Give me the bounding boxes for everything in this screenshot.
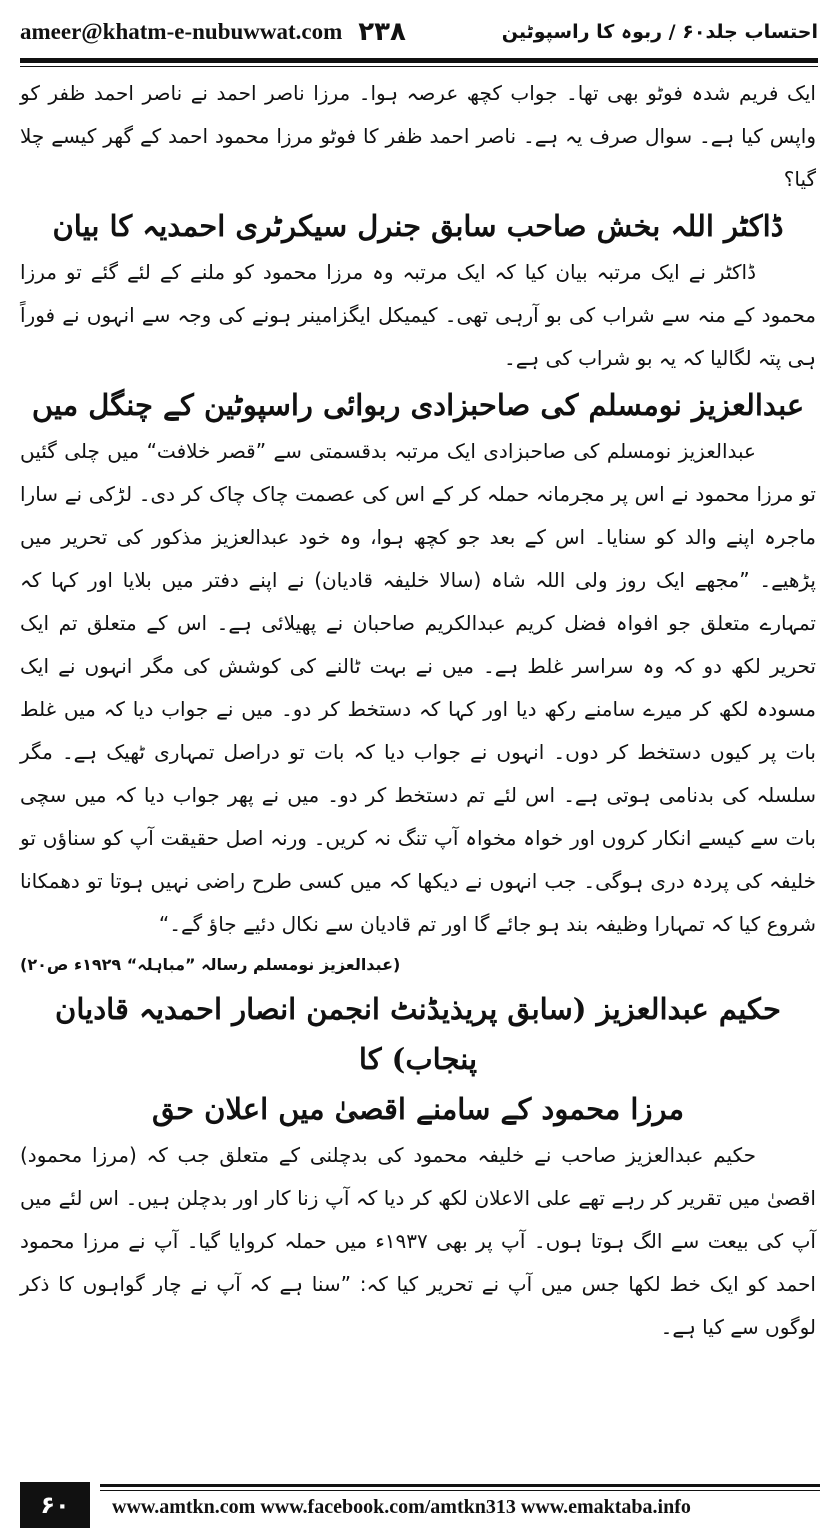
header-left bbox=[20, 17, 406, 47]
footer-rule-thin bbox=[100, 1490, 820, 1491]
citation: (عبدالعزیز نومسلم رسالہ ”مباہلہ“ ۱۹۲۹ء ص۲۰) bbox=[20, 955, 401, 974]
section-heading bbox=[20, 984, 816, 1134]
footer-rule bbox=[100, 1484, 820, 1487]
section-heading-line: حکیم عبدالعزیز (سابق پریذیڈنٹ انجمن انصار احمدیہ قادیان پنجاب) کا bbox=[55, 992, 781, 1076]
page-footer bbox=[20, 1478, 820, 1530]
page-body bbox=[20, 72, 816, 1472]
footer-links[interactable]: www.amtkn.com www.facebook.com/amtkn313 www.emaktaba.info bbox=[112, 1496, 691, 1518]
header-rule-thin bbox=[20, 66, 818, 67]
header-email[interactable]: ameer@khatm-e-nubuwwat.com bbox=[20, 19, 343, 44]
section-heading-line: مرزا محمود کے سامنے اقصیٰ میں اعلان حق bbox=[151, 1092, 685, 1126]
section-heading: ڈاکٹر اللہ بخش صاحب سابق جنرل سیکرٹری احمدیہ کا بیان bbox=[52, 209, 784, 243]
page-header bbox=[20, 10, 818, 54]
paragraph: حکیم عبدالعزیز صاحب نے خلیفہ محمود کی بدچلنی کے متعلق جب کہ (مرزا محمود) اقصیٰ میں تقریر کر رہے تھے علی الاعلان لکھ کر دیا کہ آپ زنا کار اور بدچلن ہیں۔ اس لئے میں آپ کی بیعت سے الگ ہوتا ہوں۔ آپ پر بھی ۱۹۳۷ء میں حملہ کروایا گیا۔ آپ نے مرزا محمود احمد کو ایک خط لکھا جس میں آپ نے تحریر کیا کہ: ”سنا ہے کہ آپ نے چار گواہوں کا ذکر لوگوں سے کیا ہے۔ bbox=[20, 1143, 816, 1339]
header-book-title: احتساب جلد۶۰ / ربوہ کا راسپوٹین bbox=[501, 21, 818, 43]
paragraph: ڈاکٹر نے ایک مرتبہ بیان کیا کہ ایک مرتبہ وہ مرزا محمود کو ملنے کے لئے گئے تو مرزا محمود کے منہ سے شراب کی بو آرہی تھی۔ کیمیکل ایگزامینر ہونے کی وجہ سے انہوں نے فوراً ہی پتہ لگالیا کہ یہ بو شراب کی ہے۔ bbox=[20, 260, 816, 370]
header-page-number: ۲۳۸ bbox=[358, 17, 406, 47]
paragraph: ایک فریم شدہ فوٹو بھی تھا۔ جواب کچھ عرصہ ہوا۔ مرزا ناصر احمد نے ناصر احمد ظفر کو واپس کیا ہے۔ سوال صرف یہ ہے۔ ناصر احمد ظفر کا فوٹو مرزا محمود احمد کے گھر کیسے چلا گیا؟ bbox=[20, 81, 816, 191]
paragraph: عبدالعزیز نومسلم کی صاحبزادی ایک مرتبہ بدقسمتی سے ”قصر خلافت“ میں چلی گئیں تو مرزا محمود نے اس پر مجرمانہ حملہ کر کے اس کی عصمت چاک چاک کر دی۔ لڑکی نے سارا ماجرہ اپنے والد کو سنایا۔ اس کے بعد جو کچھ ہوا، وہ خود عبدالعزیز مذکور کی تحریر میں پڑھیے۔ ”مجھے ایک روز ولی اللہ شاہ (سالا خلیفہ قادیان) نے اپنے دفتر میں بلایا اور کہا کہ تمہارے متعلق جو افواہ فضل کریم عبدالکریم صاحبان نے پھیلائی ہے۔ اس کے متعلق تم ایک تحریر لکھ دو کہ وہ سراسر غلط ہے۔ میں نے بہت ٹالنے کی کوشش کی مگر انہوں نے ایک مسودہ لکھ کر میرے سامنے رکھ دیا اور کہا کہ دستخط کر دو۔ میں نے جواب دیا کہ میں غلط بات پر کیوں دستخط کر دوں۔ انہوں نے جواب دیا کہ بات تو دراصل تمہاری ٹھیک ہے۔ مگر سلسلہ کی بدنامی ہوتی ہے۔ اس لئے تم دستخط کر دو۔ میں نے پھر جواب دیا کہ میں سچی بات سے کیسے انکار کروں اور خواہ مخواہ آپ تنگ نہ کریں۔ ورنہ اصل حقیقت آپ کو سناؤں تو خلیفہ کی پردہ دری ہوگی۔ جب انہوں نے دیکھا کہ میں کسی طرح راضی نہیں ہوتا تو دھمکانا شروع کیا کہ تمہارا وظیفہ بند ہو جائے گا اور تم قادیان سے نکال دئیے جاؤ گے۔“ bbox=[20, 439, 816, 936]
section-heading: عبدالعزیز نومسلم کی صاحبزادی ربوائی راسپوٹین کے چنگل میں bbox=[31, 388, 805, 422]
footer-page-number: ۶۰ bbox=[20, 1482, 90, 1528]
header-rule bbox=[20, 58, 818, 63]
